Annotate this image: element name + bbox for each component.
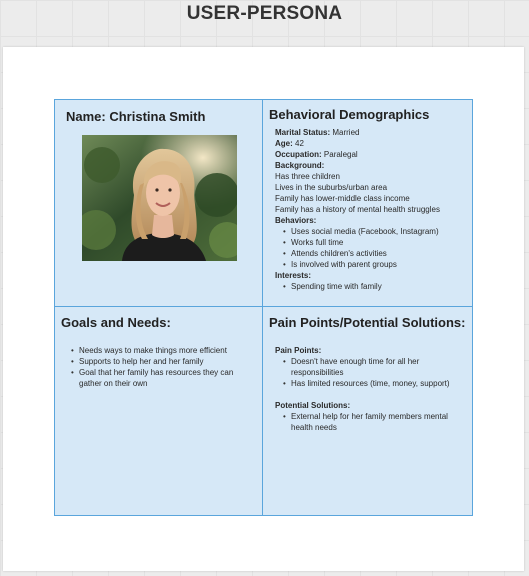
name-heading: Name: Christina Smith — [66, 109, 206, 124]
background-line: Has three children — [275, 172, 340, 181]
occupation-row — [275, 149, 468, 160]
pain-points-content — [275, 345, 468, 433]
occupation-value: Paralegal — [323, 150, 358, 159]
goals-cell — [55, 307, 263, 515]
goals-content — [63, 345, 258, 389]
behavior-item: • Uses social media (Facebook, Instagram) — [283, 226, 468, 237]
page-title: USER-PERSONA — [186, 3, 343, 24]
background-line: Family has a history of mental health struggles — [275, 205, 440, 214]
behavior-item: • Works full time — [283, 237, 468, 248]
age-row — [275, 138, 468, 149]
name-cell — [55, 100, 263, 307]
goals-heading: Goals and Needs: — [61, 315, 171, 330]
potential-solutions-label: Potential Solutions: — [275, 401, 351, 410]
pain-point-item: • Has limited resources (time, money, support) — [283, 378, 468, 389]
interests-list — [283, 281, 468, 292]
behavioral-content — [275, 127, 468, 292]
age-label: Age: — [275, 139, 293, 148]
occupation-label: Occupation: — [275, 150, 322, 159]
pain-points-list — [283, 356, 468, 389]
behavior-item: • Attends children's activities — [283, 248, 468, 259]
marital-status-value: Married — [332, 128, 360, 137]
goal-item: • Goal that her family has resources they can gather on their own — [71, 367, 241, 389]
solution-item: • External help for her family members mental health needs — [283, 411, 463, 433]
marital-status-row — [275, 127, 468, 138]
persona-photo — [82, 135, 237, 261]
pain-point-item: • Doesn't have enough time for all her responsibilities — [283, 356, 443, 378]
background-label: Background: — [275, 161, 325, 170]
behavioral-cell — [263, 100, 472, 307]
section-spacer — [275, 389, 468, 400]
interests-label: Interests: — [275, 271, 312, 280]
behaviors-list — [283, 226, 468, 270]
pain-points-cell — [263, 307, 472, 515]
goal-item: • Needs ways to make things more efficient — [71, 345, 258, 356]
age-value: 42 — [295, 139, 304, 148]
interest-item: • Spending time with family — [283, 281, 468, 292]
pain-points-heading: Pain Points/Potential Solutions: — [269, 315, 466, 330]
background-line: Lives in the suburbs/urban area — [275, 183, 388, 192]
goals-list — [71, 345, 258, 389]
behavioral-heading: Behavioral Demographics — [269, 107, 430, 122]
behaviors-label: Behaviors: — [275, 216, 317, 225]
background-line: Family has lower-middle class income — [275, 194, 410, 203]
pain-points-label: Pain Points: — [275, 346, 322, 355]
persona-grid — [54, 99, 473, 516]
behavior-item: • Is involved with parent groups — [283, 259, 468, 270]
potential-solutions-list — [283, 411, 468, 433]
marital-status-label: Marital Status: — [275, 128, 331, 137]
persona-photo-illustration — [82, 135, 237, 261]
goal-item: • Supports to help her and her family — [71, 356, 258, 367]
